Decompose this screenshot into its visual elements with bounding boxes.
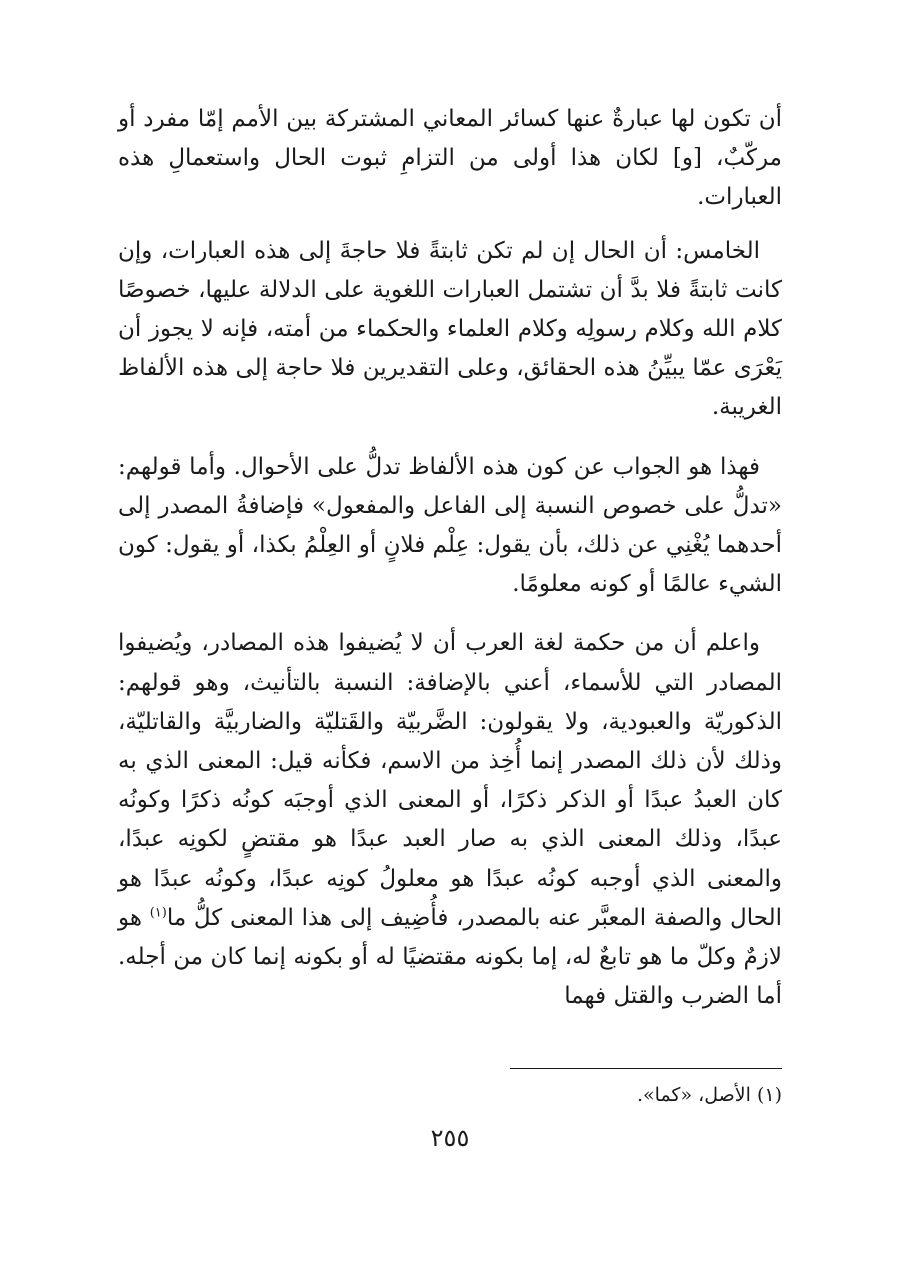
paragraph-1: أن تكون لها عبارةٌ عنها كسائر المعاني المشتركة بين الأمم إمّا مفرد أو مركّبٌ، [و] لكان هذا أولى من التزامِ ثبوت الحال واستعمالِ هذه العبارات. [118,106,782,211]
paragraph-4-text-a: واعلم أن من حكمة لغة العرب أن لا يُضيفوا هذه المصادر، ويُضيفوا المصادر التي للأسماء، أعني بالإضافة: النسبة بالتأنيث، وهو قولهم: الذكوريّة والعبودية، ولا يقولون: الضَّربيّة والقَتليّة والضاربيَّة والقاتليّة، وذلك لأن ذلك المصدر إنما أُخِذ من الاسم، فكأنه قيل: المعنى الذي به كان العبدُ عبدًا أو الذكر ذكرًا، أو المعنى الذي أوجبَه كونُه ذكرًا وكونُه عبدًا، وذلك المعنى الذي به صار العبد عبدًا هو مقتضٍ لكونِه عبدًا، والمعنى الذي أوجبه كونُه عبدًا هو معلولُ كونِه عبدًا، وكونُه عبدًا هو الحال والصفة المعبَّر عنه بالمصدر، فأُضِيف إلى هذا المعنى كلُّ ما [118,630,782,931]
footnote-divider [510,1068,782,1069]
main-text [118,100,782,1016]
paragraph-4-text-b: هو لازمٌ وكلّ ما هو تابعٌ له، إما بكونه مقتضيًا له أو بكونه إنما كان من أجله. أما الضرب والقتل فهما [118,904,782,1010]
page-number: ٢٥٥ [430,1124,470,1152]
footnote-marker: (١) [149,905,167,921]
paragraph-3: فهذا هو الجواب عن كون هذه الألفاظ تدلُّ على الأحوال. وأما قولهم: «تدلُّ على خصوص النسبة إلى الفاعل والمفعول» فإضافةُ المصدر إلى أحدهما يُغْنِي عن ذلك، بأن يقول: عِلْم فلانٍ أو العِلْمُ بكذا، أو يقول: كون الشيء عالمًا أو كونه معلومًا. [118,453,782,598]
paragraph-2: الخامس: أن الحال إن لم تكن ثابتةً فلا حاجةَ إلى هذه العبارات، وإن كانت ثابتةً فلا بدَّ أن تشتمل العبارات اللغوية على الدلالة عليها، خصوصًا كلام الله وكلام رسولِه وكلام العلماء والحكماء من أمته، فإنه لا يجوز أن يَعْرَى عمّا يبيِّنُ هذه الحقائق، وعلى التقديرين فلا حاجة إلى هذه الألفاظ الغريبة. [118,237,782,421]
footnote-1: (١) الأصل، «كما». [636,1084,782,1106]
paragraph-4 [118,624,782,1016]
